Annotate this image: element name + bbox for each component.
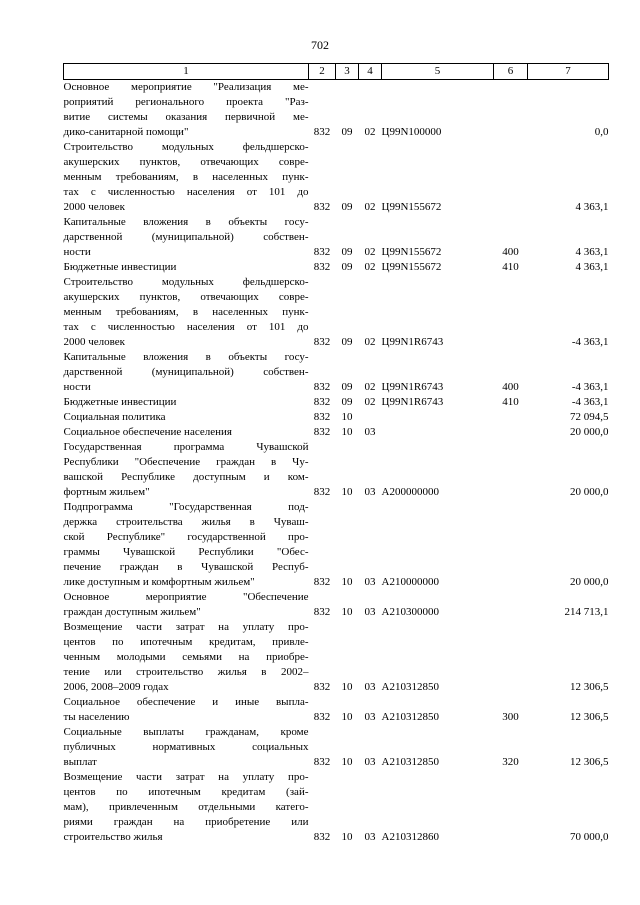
target-article-code: Ц99N155672 [381,246,442,258]
table-row [64,215,609,260]
description-line: Республики "Обеспечение граждан в Чу- [63,456,309,468]
row-description [64,410,309,425]
header-col-5: 5 [382,64,494,80]
table-row [64,500,609,590]
description-line: Социальная политика [63,411,166,423]
description-line: Социальные выплаты гражданам, кроме [63,726,309,738]
description-line: ской Республике" государственной про- [63,531,309,543]
description-line: Подпрограмма "Государственная под- [63,501,309,513]
description-line: тах с численностью населения от 101 до [63,186,309,198]
subsection-code: 03 [364,486,376,498]
table-row [64,410,609,425]
amount-value: -4 363,1 [571,381,609,393]
section-code: 10 [341,606,353,618]
target-article-code: А210312860 [381,831,439,843]
header-col-6: 6 [494,64,528,80]
expense-type-code: 320 [502,756,519,768]
ministry-code: 832 [313,756,331,768]
table-row [64,695,609,725]
page-number: 702 [311,38,329,52]
description-line: менным требованиям, в населенных пунк- [63,171,309,183]
description-line: вашской Республике доступным и ком- [63,471,309,483]
ministry-code: 832 [313,486,331,498]
description-line: печение граждан в Чувашской Респуб- [63,561,309,573]
description-line: ности [63,381,91,393]
ministry-code: 832 [313,246,331,258]
amount-value: -4 363,1 [571,396,609,408]
description-line: Возмещение части затрат на уплату про- [63,621,309,633]
table-row [64,725,609,770]
subsection-code [359,410,382,425]
budget-table [63,63,609,845]
row-description [64,260,309,275]
description-line: граждан доступным жильем" [63,606,201,618]
target-article-code: Ц99N155672 [381,261,442,273]
row-description [64,425,309,440]
expense-type-code [494,140,528,215]
description-line: ты населению [63,711,130,723]
header-col-7: 7 [528,64,609,80]
amount-value: -4 363,1 [571,336,609,348]
section-code: 10 [341,426,353,438]
subsection-code: 02 [364,246,376,258]
row-description [64,500,309,590]
description-line: мам), привлеченным отдельными катего- [63,801,309,813]
amount-value: 0,0 [594,126,609,138]
header-col-1: 1 [64,64,309,80]
target-article-code: А210300000 [381,606,439,618]
ministry-code: 832 [313,681,331,693]
section-code: 10 [341,486,353,498]
ministry-code: 832 [313,606,331,618]
ministry-code: 832 [313,381,331,393]
description-line: риями граждан на приобретение или [63,816,309,828]
row-description [64,395,309,410]
section-code: 10 [341,681,353,693]
description-line: Строительство модульных фельдшерско- [63,276,309,288]
expense-type-code [494,500,528,590]
subsection-code: 03 [364,831,376,843]
target-article-code: Ц99N1R6743 [381,396,444,408]
subsection-code: 03 [364,606,376,618]
subsection-code: 03 [364,756,376,768]
description-line: 2006, 2008–2009 годах [63,681,169,693]
target-article-code: Ц99N1R6743 [381,336,444,348]
ministry-code: 832 [313,201,331,213]
section-code: 10 [341,576,353,588]
section-code: 09 [341,126,353,138]
table-header-row [64,64,609,80]
description-line: Бюджетные инвестиции [63,261,177,273]
target-article-code: А210312850 [381,711,439,723]
description-line: витие системы оказания первичной ме- [63,111,309,123]
target-article-code: А200000000 [381,486,439,498]
expense-type-code: 410 [502,261,519,273]
description-line: менным требованиям, в населенных пунк- [63,306,309,318]
amount-value: 214 713,1 [564,606,609,618]
amount-value: 20 000,0 [570,486,609,498]
amount-value: 4 363,1 [575,201,609,213]
description-line: дико-санитарной помощи" [63,126,189,138]
subsection-code: 02 [364,336,376,348]
section-code: 09 [341,201,353,213]
amount-value: 12 306,5 [570,756,609,768]
description-line: акушерских пунктов, отвечающих совре- [63,291,309,303]
description-line: Основное мероприятие "Реализация ме- [63,81,309,93]
amount-value: 12 306,5 [570,681,609,693]
amount-value: 4 363,1 [575,246,609,258]
description-line: центов по ипотечным кредитам (зай- [63,786,309,798]
table-row [64,260,609,275]
amount-value: 70 000,0 [570,831,609,843]
subsection-code: 03 [364,681,376,693]
description-line: Строительство модульных фельдшерско- [63,141,309,153]
description-line: ченным молодыми семьями на приобре- [63,651,309,663]
subsection-code: 02 [364,381,376,393]
description-line: 2000 человек [63,336,126,348]
expense-type-code [494,80,528,141]
description-line: Основное мероприятие "Обеспечение [63,591,309,603]
description-line: Социальное обеспечение и иные выпла- [63,696,309,708]
section-code: 10 [341,711,353,723]
table-row [64,620,609,695]
table-row [64,770,609,845]
subsection-code: 02 [364,261,376,273]
row-description [64,695,309,725]
description-line: центов по ипотечным кредитам, привле- [63,636,309,648]
amount-value: 12 306,5 [570,711,609,723]
ministry-code: 832 [313,831,331,843]
expense-type-code [494,440,528,500]
table-row [64,395,609,410]
ministry-code: 832 [313,576,331,588]
row-description [64,620,309,695]
table-row [64,140,609,215]
description-line: ности [63,246,91,258]
description-line: дарственной (муниципальной) собствен- [63,231,309,243]
description-line: граммы Чувашской Республики "Обес- [63,546,309,558]
table-row [64,440,609,500]
description-line: дарственной (муниципальной) собствен- [63,366,309,378]
amount-value: 20 000,0 [570,576,609,588]
section-code: 09 [341,246,353,258]
section-code: 09 [341,261,353,273]
amount-value: 4 363,1 [575,261,609,273]
target-article-code: А210000000 [381,576,439,588]
expense-type-code [494,410,528,425]
description-line: Капитальные вложения в объекты госу- [63,216,309,228]
subsection-code: 03 [364,426,376,438]
subsection-code: 03 [364,711,376,723]
target-article-code: Ц99N1R6743 [381,381,444,393]
expense-type-code: 300 [502,711,519,723]
section-code: 09 [341,381,353,393]
table-row [64,80,609,141]
row-description [64,140,309,215]
row-description [64,725,309,770]
ministry-code: 832 [313,336,331,348]
target-article-code: А210312850 [381,681,439,693]
section-code: 10 [341,411,353,423]
ministry-code: 832 [313,411,331,423]
row-description [64,770,309,845]
row-description [64,275,309,350]
target-article-code: А210312850 [381,756,439,768]
header-col-3: 3 [336,64,359,80]
expense-type-code [494,770,528,845]
expense-type-code [494,275,528,350]
table-row [64,590,609,620]
ministry-code: 832 [313,261,331,273]
header-col-2: 2 [309,64,336,80]
description-line: 2000 человек [63,201,126,213]
target-article-code: Ц99N155672 [381,201,442,213]
section-code: 10 [341,756,353,768]
amount-value: 72 094,5 [570,411,609,423]
description-line: роприятий регионального проекта "Раз- [63,96,309,108]
row-description [64,350,309,395]
ministry-code: 832 [313,396,331,408]
section-code: 09 [341,396,353,408]
expense-type-code [494,425,528,440]
target-article-code [382,410,494,425]
subsection-code: 02 [364,126,376,138]
row-description [64,80,309,141]
ministry-code: 832 [313,426,331,438]
description-line: Бюджетные инвестиции [63,396,177,408]
expense-type-code [494,620,528,695]
description-line: Социальное обеспечение населения [63,426,232,438]
description-line: тение или строительство жилья в 2002– [63,666,309,678]
description-line: Возмещение части затрат на уплату про- [63,771,309,783]
amount-value: 20 000,0 [570,426,609,438]
target-article-code: Ц99N100000 [381,126,442,138]
description-line: строительство жилья [63,831,163,843]
ministry-code: 832 [313,126,331,138]
description-line: акушерских пунктов, отвечающих совре- [63,156,309,168]
description-line: публичных нормативных социальных [63,741,309,753]
target-article-code [382,425,494,440]
row-description [64,590,309,620]
section-code: 09 [341,336,353,348]
subsection-code: 02 [364,396,376,408]
row-description [64,440,309,500]
description-line: Государственная программа Чувашской [63,441,309,453]
description-line: лике доступным и комфортным жильем" [63,576,255,588]
subsection-code: 03 [364,576,376,588]
expense-type-code: 410 [502,396,519,408]
description-line: выплат [63,756,97,768]
expense-type-code [494,590,528,620]
expense-type-code: 400 [502,381,519,393]
description-line: Капитальные вложения в объекты госу- [63,351,309,363]
subsection-code: 02 [364,201,376,213]
expense-type-code: 400 [502,246,519,258]
row-description [64,215,309,260]
description-line: фортным жильем" [63,486,150,498]
table-body [64,80,609,846]
description-line: тах с численностью населения от 101 до [63,321,309,333]
section-code: 10 [341,831,353,843]
table-row [64,275,609,350]
description-line: держка строительства жилья в Чуваш- [63,516,309,528]
table-row [64,425,609,440]
table-row [64,350,609,395]
ministry-code: 832 [313,711,331,723]
header-col-4: 4 [359,64,382,80]
